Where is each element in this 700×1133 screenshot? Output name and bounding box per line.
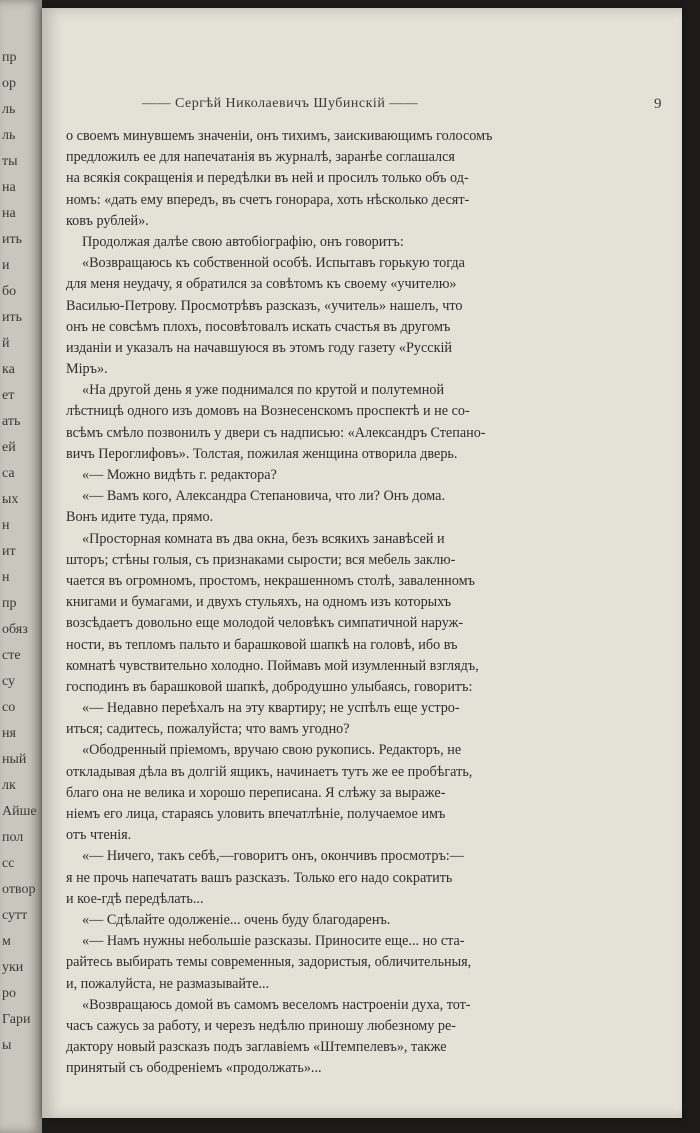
previous-page-fragment: ты: [2, 154, 18, 169]
previous-page-fragment: ный: [2, 752, 27, 767]
text-line: райтесь выбирать темы современныя, задористыя, обличительныя,: [66, 954, 472, 971]
text-line: «— Вамъ кого, Александра Степановича, что ли? Онъ дома.: [82, 488, 446, 505]
text-line: Вонъ идите туда, прямо.: [66, 509, 214, 526]
running-title: —— Сергѣй Николаевичъ Шубинскій ——: [142, 96, 419, 111]
text-line: ности, въ тепломъ пальто и барашковой шапкѣ на головѣ, ибо въ: [66, 636, 458, 653]
previous-page-fragment: ль: [2, 128, 16, 143]
previous-page-fragment: уки: [2, 960, 24, 975]
previous-page-fragment: сте: [2, 648, 21, 663]
text-line: Василью-Петрову. Просмотрѣвъ разсказъ, «учитель» нашелъ, что: [66, 297, 463, 314]
text-line: всѣмъ смѣло позвонилъ у двери съ надписью: «Александръ Степано-: [66, 424, 486, 441]
text-line: лѣстницѣ одного изъ домовъ на Вознесенскомъ проспектѣ и не со-: [66, 403, 470, 420]
previous-page-fragment: н: [2, 570, 10, 585]
text-line: дактору новый разсказъ подъ заглавіемъ «Штемпелевъ», также: [66, 1039, 447, 1056]
text-line: откладывая дѣла въ долгій ящикъ, начинаетъ тутъ же ее пробѣгать,: [66, 763, 473, 780]
previous-page-fragment: сутт: [2, 908, 28, 923]
text-line: и, пожалуйста, не размазывайте...: [66, 975, 270, 992]
previous-page-fragment: со: [2, 700, 16, 715]
text-line: «— Намъ нужны небольшіе разсказы. Приносите еще... но ста-: [82, 933, 465, 950]
text-line: возсѣдаетъ довольно еще молодой человѣкъ симпатичной наруж-: [66, 615, 464, 632]
previous-page-fragment: пр: [2, 50, 17, 65]
previous-page-fragment: ить: [2, 232, 22, 247]
running-header: [142, 96, 662, 120]
text-line: Міръ».: [66, 361, 108, 378]
text-line: и кое-гдѣ передѣлать...: [66, 890, 204, 907]
previous-page-fragment: ор: [2, 76, 16, 91]
text-line: онъ не совсѣмъ плохъ, посовѣтовалъ искать счастья въ другомъ: [66, 318, 451, 335]
body-text: [66, 126, 650, 1079]
previous-page-fragment: ит: [2, 544, 16, 559]
previous-page-fragment: ых: [2, 492, 19, 507]
previous-page-fragment: ро: [2, 986, 16, 1001]
previous-page-fragment: бо: [2, 284, 17, 299]
text-line: предложилъ ее для напечатанія въ журналѣ, заранѣе соглашался: [66, 149, 455, 166]
text-line: ковъ рублей».: [66, 212, 149, 229]
previous-page-fragment: м: [2, 934, 11, 949]
text-line: ніемъ его лица, стараясь уловить впечатлѣніе, получаемое имъ: [66, 806, 446, 822]
text-line: изданіи и указалъ на начавшуюся въ этомъ году газету «Русскій: [66, 339, 452, 356]
text-line: чается въ огромномъ, простомъ, некрашенномъ столѣ, заваленномъ: [66, 572, 475, 589]
previous-page-fragment: ет: [2, 388, 15, 403]
text-line: я не прочь напечатать вашъ разсказъ. Только его надо сократить: [66, 869, 453, 886]
previous-page-fragment: пол: [2, 830, 24, 845]
previous-page-fragment: ль: [2, 102, 16, 117]
previous-page-fragment: отвор: [2, 882, 36, 897]
text-line: комнатѣ чувствительно холодно. Поймавъ мой изумленный взглядъ,: [66, 657, 479, 674]
page-number: 9: [654, 96, 662, 112]
previous-page-fragment: й: [2, 336, 10, 351]
text-line: вичъ Пероглифовъ». Толстая, пожилая женщина отворила дверь.: [66, 445, 458, 462]
previous-page-edge: [0, 0, 42, 1133]
text-line: «— Ничего, такъ себѣ,—говоритъ онъ, окончивъ просмотръ:—: [82, 848, 464, 865]
text-line: о своемъ минувшемъ значеніи, онъ тихимъ, заискивающимъ голосомъ: [66, 128, 493, 144]
previous-page-fragment: н: [2, 518, 10, 533]
previous-page-fragment: сс: [2, 856, 15, 871]
text-line: господинъ въ барашковой шапкѣ, добродушно улыбаясь, говоритъ:: [66, 678, 473, 695]
previous-page-fragment: лк: [2, 778, 16, 793]
text-line: Продолжая далѣе свою автобіографію, онъ говоритъ:: [82, 233, 404, 250]
previous-page-fragment: ать: [2, 414, 21, 429]
text-line: «— Сдѣлайте одолженіе... очень буду благодаренъ.: [82, 911, 391, 928]
previous-page-fragment: су: [2, 674, 16, 689]
text-line: «Возвращаюсь домой въ самомъ веселомъ настроеніи духа, тот-: [82, 996, 471, 1013]
previous-page-fragment: на: [2, 180, 16, 195]
previous-page-fragment: и: [2, 258, 10, 273]
book-page: [42, 8, 682, 1118]
previous-page-fragment: обяз: [2, 622, 28, 637]
text-line: «Ободренный пріемомъ, вручаю свою рукопись. Редакторъ, не: [82, 742, 462, 759]
text-line: принятый съ ободреніемъ «продолжать»...: [66, 1060, 322, 1077]
previous-page-fragment: ы: [2, 1038, 12, 1053]
previous-page-fragment: Айше: [2, 804, 37, 819]
text-line: номъ: «дать ему впередъ, въ счетъ гонорара, хоть нѣсколько десят-: [66, 191, 470, 208]
text-line: «— Недавно переѣхалъ на эту квартиру; не успѣлъ еще устро-: [82, 700, 460, 717]
text-line: «Возвращаюсь къ собственной особѣ. Испытавъ горькую тогда: [82, 255, 465, 272]
previous-page-fragment: са: [2, 466, 15, 481]
text-line: иться; садитесь, пожалуйста; что вамъ угодно?: [66, 721, 350, 738]
previous-page-fragment: ня: [2, 726, 16, 741]
previous-page-fragment: ка: [2, 362, 15, 377]
text-line: для меня неудачу, я обратился за совѣтомъ къ своему «учителю»: [66, 276, 457, 293]
previous-page-fragment: на: [2, 206, 16, 221]
text-line: шторъ; стѣны голыя, съ признаками сырости; вся мебель заклю-: [66, 551, 456, 568]
text-line: «Просторная комната въ два окна, безъ всякихъ занавѣсей и: [82, 530, 445, 547]
previous-page-fragment: пр: [2, 596, 17, 611]
previous-page-fragment: Гари: [2, 1012, 31, 1027]
text-line: «На другой день я уже поднимался по крутой и полутемной: [82, 382, 445, 399]
text-line: «— Можно видѣть г. редактора?: [82, 467, 277, 483]
text-line: книгами и бумагами, и двухъ стульяхъ, на одномъ изъ которыхъ: [66, 594, 452, 611]
text-line: отъ чтенія.: [66, 827, 132, 844]
text-line: на всякія сокращенія и передѣлки въ ней и просилъ только объ од-: [66, 170, 469, 187]
text-line: часъ сажусь за работу, и черезъ недѣлю приношу любезному ре-: [66, 1017, 457, 1034]
text-line: благо она не велика и хорошо переписана. Я слѣжу за выраже-: [66, 784, 446, 801]
previous-page-fragment: ей: [2, 440, 16, 455]
previous-page-fragment: ить: [2, 310, 22, 325]
